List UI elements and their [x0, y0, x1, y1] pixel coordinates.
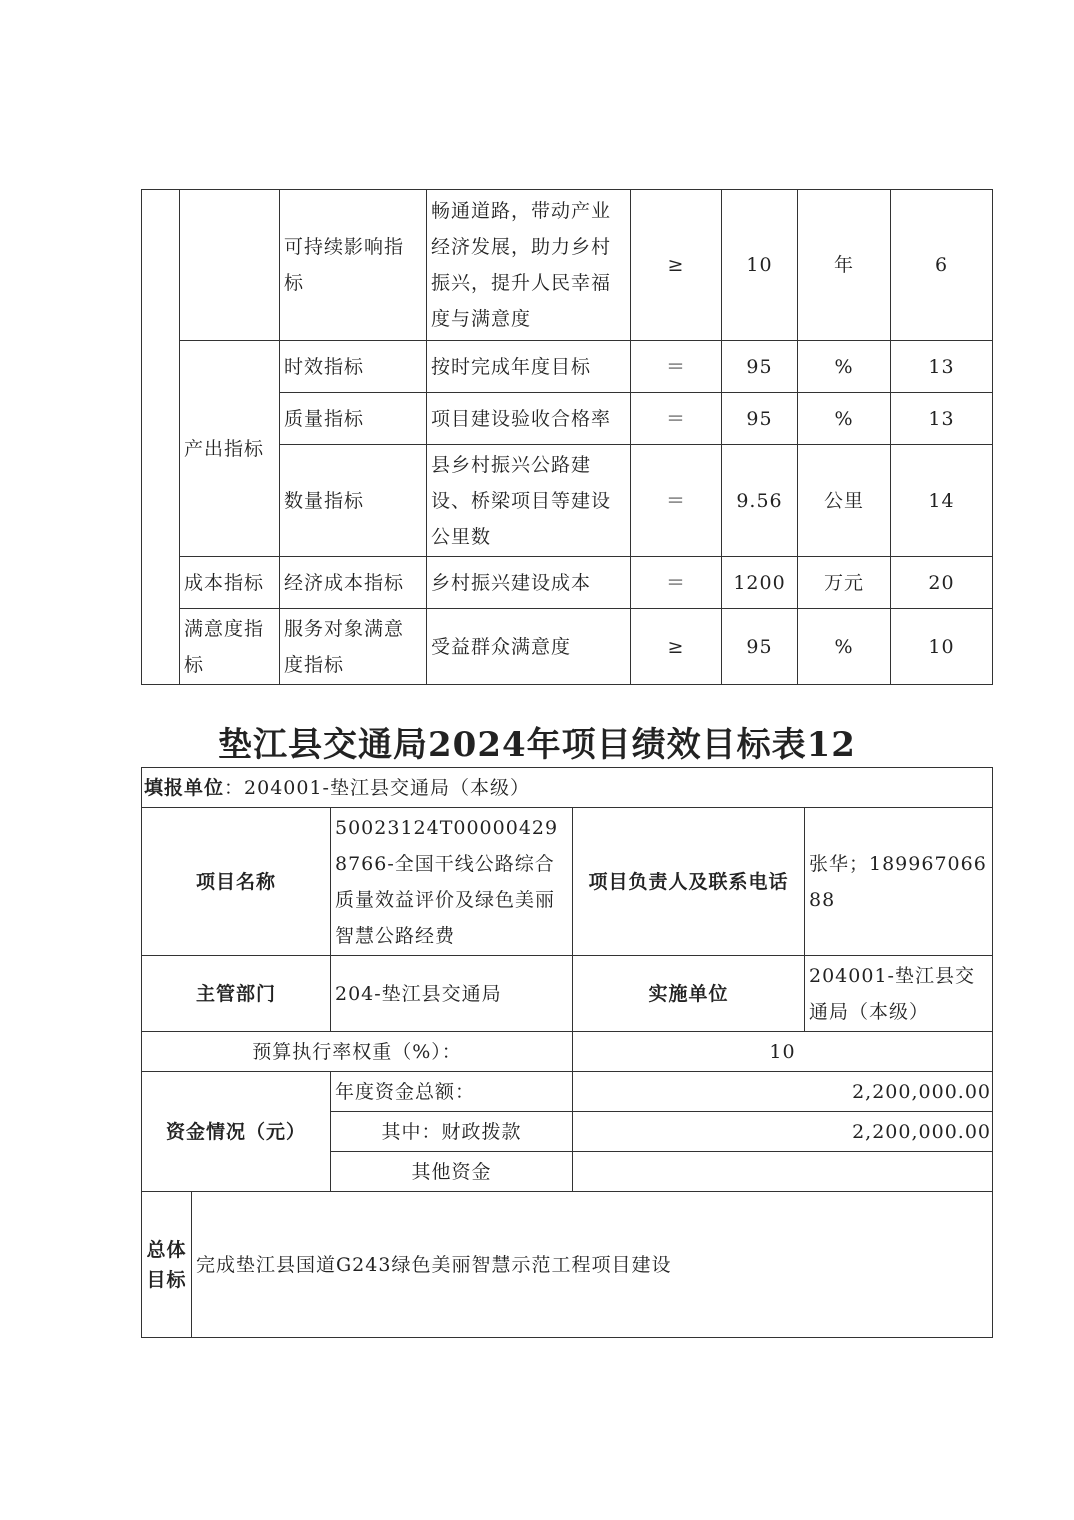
level3-cell: 质量指标 [280, 393, 427, 445]
table-row [142, 557, 993, 609]
indicator-content: 受益群众满意度 [427, 609, 631, 685]
value-cell: 95 [722, 393, 798, 445]
operator-cell: ＝ [631, 557, 722, 609]
dept-label: 主管部门 [142, 956, 331, 1032]
other-funds-label: 其他资金 [331, 1152, 573, 1192]
dept-value: 204-垫江县交通局 [331, 956, 573, 1032]
indicator-content: 畅通道路，带动产业经济发展，助力乡村振兴，提升人民幸福度与满意度 [427, 190, 631, 341]
level2-cell: 产出指标 [180, 341, 280, 557]
level3-cell: 可持续影响指标 [280, 190, 427, 341]
unit-cell: % [798, 609, 891, 685]
goal-label: 总体目标 [142, 1192, 192, 1338]
budget-weight-value: 10 [573, 1032, 993, 1072]
level3-cell: 经济成本指标 [280, 557, 427, 609]
operator-cell: ＝ [631, 445, 722, 557]
operator-cell: ＝ [631, 341, 722, 393]
score-cell: 14 [891, 445, 993, 557]
unit-cell: 年 [798, 190, 891, 341]
goal-value: 完成垫江县国道G243绿色美丽智慧示范工程项目建设 [192, 1192, 993, 1338]
manager-label: 项目负责人及联系电话 [573, 808, 805, 956]
table-row [142, 808, 993, 956]
fill-unit-cell [142, 768, 993, 808]
operator-cell: ＝ [631, 393, 722, 445]
annual-total-value: 2,200,000.00 [573, 1072, 993, 1112]
level1-cell [142, 190, 180, 685]
budget-weight-label: 预算执行率权重（%）： [142, 1032, 573, 1072]
table-row [142, 956, 993, 1032]
operator-cell: ≥ [631, 609, 722, 685]
indicator-content: 按时完成年度目标 [427, 341, 631, 393]
level2-cell: 成本指标 [180, 557, 280, 609]
table-row [142, 1192, 993, 1338]
impl-label: 实施单位 [573, 956, 805, 1032]
score-cell: 13 [891, 341, 993, 393]
project-name-value: 50023124T000004298766-全国干线公路综合质量效益评价及绿色美丽智慧公路经费 [331, 808, 573, 956]
score-cell: 20 [891, 557, 993, 609]
fill-unit-label: 填报单位 [144, 776, 225, 799]
unit-cell: % [798, 393, 891, 445]
annual-total-label: 年度资金总额： [331, 1072, 573, 1112]
value-cell: 9.56 [722, 445, 798, 557]
unit-cell: 公里 [798, 445, 891, 557]
table-row [142, 341, 993, 393]
indicator-content: 县乡村振兴公路建设、桥梁项目等建设公里数 [427, 445, 631, 557]
level3-cell: 数量指标 [280, 445, 427, 557]
value-cell: 95 [722, 609, 798, 685]
unit-cell: 万元 [798, 557, 891, 609]
fill-unit-value: ：204001-垫江县交通局（本级） [224, 776, 530, 799]
level2-cell: 满意度指标 [180, 609, 280, 685]
table-row [142, 1072, 993, 1112]
table-row [142, 190, 993, 341]
level3-cell: 时效指标 [280, 341, 427, 393]
table-row [142, 609, 993, 685]
project-info-table [141, 767, 993, 1338]
fiscal-value: 2,200,000.00 [573, 1112, 993, 1152]
value-cell: 10 [722, 190, 798, 341]
value-cell: 95 [722, 341, 798, 393]
unit-cell: % [798, 341, 891, 393]
other-funds-value [573, 1152, 993, 1192]
impl-value: 204001-垫江县交通局（本级） [805, 956, 993, 1032]
score-cell: 10 [891, 609, 993, 685]
table-row [142, 1032, 993, 1072]
page-title: 垫江县交通局2024年项目绩效目标表12 [218, 725, 856, 765]
funds-label: 资金情况（元） [142, 1072, 331, 1192]
table-row [142, 768, 993, 808]
score-cell: 13 [891, 393, 993, 445]
indicator-content: 项目建设验收合格率 [427, 393, 631, 445]
value-cell: 1200 [722, 557, 798, 609]
project-name-label: 项目名称 [142, 808, 331, 956]
score-cell: 6 [891, 190, 993, 341]
indicator-content: 乡村振兴建设成本 [427, 557, 631, 609]
level3-cell: 服务对象满意度指标 [280, 609, 427, 685]
indicator-table-continued [141, 189, 993, 685]
manager-value: 张华；18996706688 [805, 808, 993, 956]
operator-cell: ≥ [631, 190, 722, 341]
fiscal-label: 其中：财政拨款 [331, 1112, 573, 1152]
level2-cell [180, 190, 280, 341]
